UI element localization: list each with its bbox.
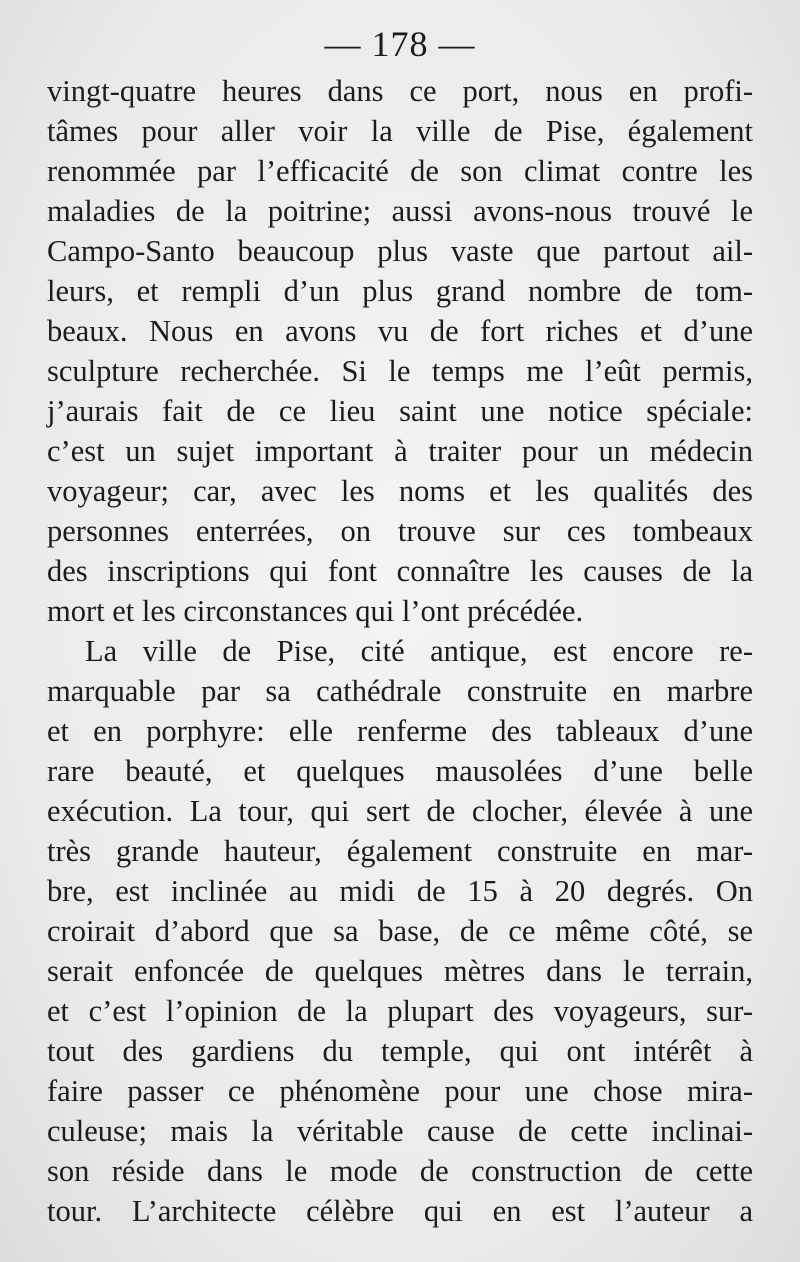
text-line: j’aurais fait de ce lieu saint une notice spéciale: (47, 394, 753, 428)
text-line: très grande hauteur, également construite en mar- (47, 834, 753, 868)
text-line: croirait d’abord que sa base, de ce même côté, se (47, 914, 753, 948)
text-line: bre, est inclinée au midi de 15 à 20 degrés. On (47, 874, 753, 908)
text-line: renommée par l’efficacité de son climat contre les (47, 154, 753, 188)
paragraph-1 (47, 71, 753, 631)
text-line: vingt-quatre heures dans ce port, nous en profi- (47, 74, 753, 108)
text-line: et c’est l’opinion de la plupart des voyageurs, sur- (47, 994, 753, 1028)
body-text (47, 71, 753, 1231)
text-line: des inscriptions qui font connaître les causes de la (47, 554, 753, 588)
text-line: serait enfoncée de quelques mètres dans le terrain, (47, 954, 753, 988)
text-line: rare beauté, et quelques mausolées d’une belle (47, 754, 753, 788)
text-line: sculpture recherchée. Si le temps me l’eût permis, (47, 354, 753, 388)
text-line: Campo-Santo beaucoup plus vaste que partout ail- (47, 234, 753, 268)
text-line: c’est un sujet important à traiter pour un médecin (47, 434, 753, 468)
text-line: beaux. Nous en avons vu de fort riches et d’une (47, 314, 753, 348)
text-line: et en porphyre: elle renferme des tableaux d’une (47, 714, 753, 748)
text-line: exécution. La tour, qui sert de clocher, élevée à une (47, 794, 753, 828)
text-line: personnes enterrées, on trouve sur ces tombeaux (47, 514, 753, 548)
text-line: leurs, et rempli d’un plus grand nombre de tom- (47, 274, 753, 308)
text-line: marquable par sa cathédrale construite en marbre (47, 674, 753, 708)
text-line: tout des gardiens du temple, qui ont intérêt à (47, 1034, 753, 1068)
text-line: son réside dans le mode de construction de cette (47, 1154, 753, 1188)
text-line: faire passer ce phénomène pour une chose mira- (47, 1074, 753, 1108)
text-line: tâmes pour aller voir la ville de Pise, également (47, 114, 753, 148)
text-line: tour. L’architecte célèbre qui en est l’auteur a (47, 1194, 753, 1228)
page-number: — 178 — (324, 24, 476, 64)
text-line: voyageur; car, avec les noms et les qualités des (47, 474, 753, 508)
paragraph-2 (47, 631, 753, 1231)
text-line: mort et les circonstances qui l’ont précédée. (47, 594, 584, 628)
text-line: La ville de Pise, cité antique, est encore re- (85, 634, 753, 668)
text-line: culeuse; mais la véritable cause de cette inclinai- (47, 1114, 753, 1148)
text-line: maladies de la poitrine; aussi avons-nous trouvé le (47, 194, 753, 228)
